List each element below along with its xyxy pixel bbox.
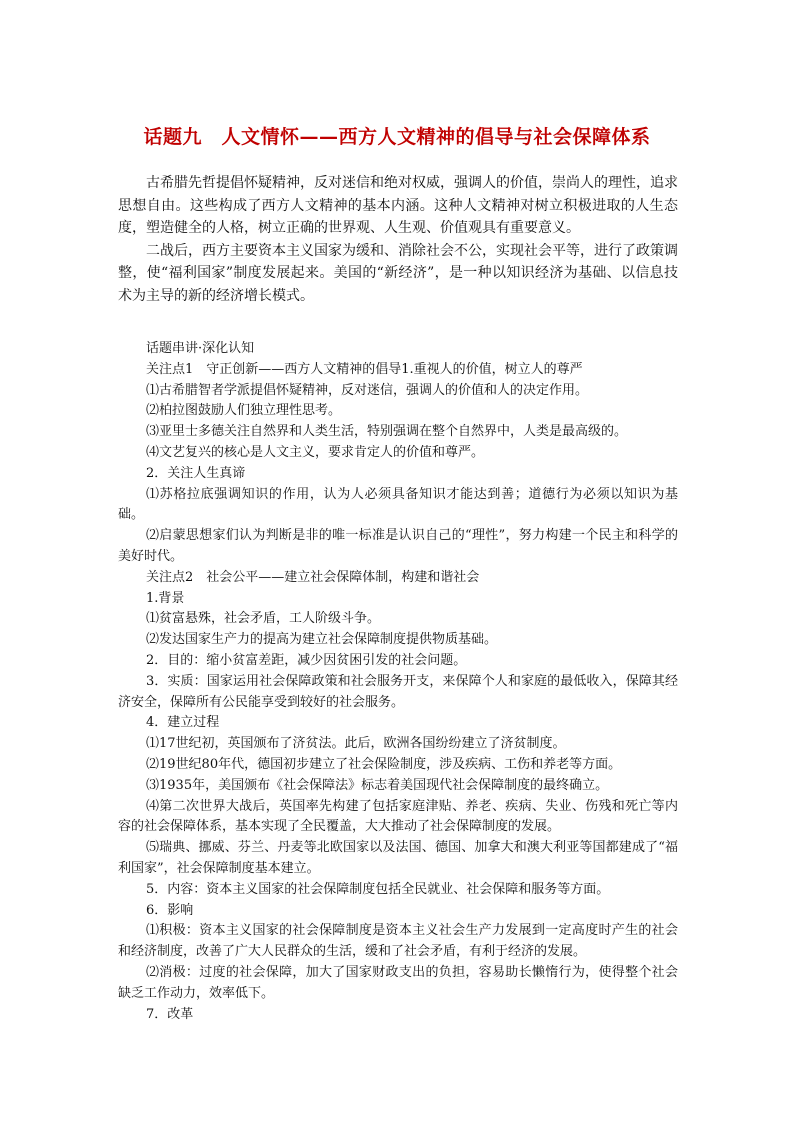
intro-paragraph: 二战后，西方主要资本主义国家为缓和、消除社会不公，实现社会平等，进行了政策调整，使“福利国家”制度发展起来。美国的“新经济”，是一种以知识经济为基础、以信息技术为主导的新的经济增长模式。 (118, 242, 678, 304)
list-item: ⑷文艺复兴的核心是人文主义，要求肯定人的价值和尊严。 (146, 444, 485, 460)
intro-paragraph: 古希腊先哲提倡怀疑精神，反对迷信和绝对权威，强调人的价值，崇尚人的理性，追求思想自由。这些构成了西方人文精神的基本内涵。这种人文精神对树立积极进取的人生态度，塑造健全的人格，树立正确的世界观、人生观、价值观具有重要意义。 (118, 175, 678, 236)
list-item: ⑶1935年，美国颁布《社会保障法》标志着美国现代社会保障制度的最终确立。 (146, 777, 609, 793)
content-section (118, 339, 678, 1025)
list-item: ⑸瑞典、挪威、芬兰、丹麦等北欧国家以及法国、德国、加拿大和澳大利亚等国都建成了“福利国家”，社会保障制度基本建立。 (118, 840, 678, 876)
focus-heading: 关注点2 社会公平——建立社会保障体制，构建和谐社会 (146, 569, 480, 585)
list-item: ⑴贫富悬殊，社会矛盾，工人阶级斗争。 (146, 611, 381, 627)
focus-heading: 关注点1 守正创新——西方人文精神的倡导1.重视人的价值，树立人的尊严 (146, 361, 583, 377)
list-item: 2．目的：缩小贫富差距，减少因贫困引发的社会问题。 (146, 652, 467, 668)
subheading: 6．影响 (146, 902, 194, 918)
list-item: 3．实质：国家运用社会保障政策和社会服务开支，来保障个人和家庭的最低收入，保障其经济安全，保障所有公民能享受到较好的社会服务。 (118, 673, 678, 710)
list-item: ⑴积极：资本主义国家的社会保障制度是资本主义社会生产力发展到一定高度时产生的社会和经济制度，改善了广大人民群众的生活，缓和了社会矛盾，有利于经济的发展。 (118, 923, 678, 960)
list-item: ⑶亚里士多德关注自然界和人类生活，特别强调在整个自然界中，人类是最高级的。 (146, 424, 628, 440)
list-item: ⑵消极：过度的社会保障，加大了国家财政支出的负担，容易助长懒惰行为，使得整个社会缺乏工作动力，效率低下。 (118, 964, 678, 1001)
subheading: 2．关注人生真谛 (146, 465, 246, 481)
intro-section (118, 172, 678, 307)
section-heading: 话题串讲·深化认知 (146, 341, 255, 356)
list-item: ⑵启蒙思想家们认为判断是非的唯一标准是认识自己的“理性”，努力构建一个民主和科学的美好时代。 (118, 528, 678, 564)
list-item: ⑵19世纪80年代，德国初步建立了社会保险制度，涉及疾病、工伤和养老等方面。 (146, 756, 622, 772)
subheading: 1.背景 (146, 590, 185, 606)
list-item: ⑷第二次世界大战后，英国率先构建了包括家庭津贴、养老、疾病、失业、伤残和死亡等内容的社会保障体系，基本实现了全民覆盖，大大推动了社会保障制度的发展。 (118, 798, 678, 835)
subheading: 4．建立过程 (146, 715, 220, 731)
list-item: ⑴17世纪初，英国颁布了济贫法。此后，欧洲各国纷纷建立了济贫制度。 (146, 736, 566, 752)
list-item: ⑴古希腊智者学派提倡怀疑精神，反对迷信，强调人的价值和人的决定作用。 (146, 382, 589, 398)
subheading: 7．改革 (146, 1006, 194, 1022)
page-title: 话题九 人文情怀——西方人文精神的倡导与社会保障体系 (143, 126, 651, 148)
list-item: ⑵柏拉图鼓励人们独立理性思考。 (146, 403, 342, 419)
list-item: ⑵发达国家生产力的提高为建立社会保障制度提供物质基础。 (146, 632, 498, 648)
list-item: 5．内容：资本主义国家的社会保障制度包括全民就业、社会保障和服务等方面。 (146, 881, 610, 897)
list-item: ⑴苏格拉底强调知识的作用，认为人必须具备知识才能达到善；道德行为必须以知识为基础。 (118, 486, 678, 523)
